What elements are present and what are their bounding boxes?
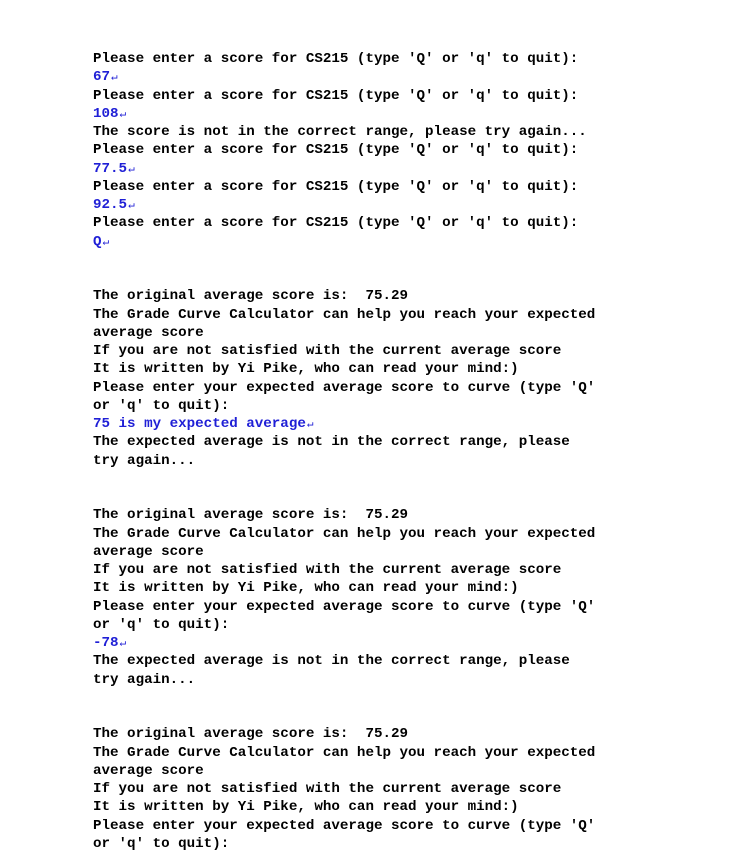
program-output-line: average score xyxy=(93,762,204,779)
program-output-line: Please enter a score for CS215 (type 'Q' or 'q' to quit): xyxy=(93,178,579,195)
return-mark-icon: ↵ xyxy=(119,108,127,121)
user-input-text: 75 is my expected average xyxy=(93,416,306,432)
program-output-line: or 'q' to quit): xyxy=(93,616,230,633)
console-transcript xyxy=(93,50,713,853)
blank-line xyxy=(93,689,713,707)
program-output-line: Please enter a score for CS215 (type 'Q' or 'q' to quit): xyxy=(93,51,579,67)
return-mark-icon: ↵ xyxy=(102,236,110,249)
program-output-line: Please enter a score for CS215 (type 'Q' or 'q' to quit): xyxy=(93,87,579,104)
user-input-text: -78 xyxy=(93,635,119,651)
blank-line xyxy=(93,470,713,488)
program-output-line: It is written by Yi Pike, who can read your mind:) xyxy=(93,580,519,597)
program-output-line: or 'q' to quit): xyxy=(93,397,230,414)
user-input-text: 67 xyxy=(93,69,111,86)
program-output-line: or 'q' to quit): xyxy=(93,835,230,852)
user-input-line xyxy=(93,68,713,86)
program-output-line: The expected average is not in the correct range, please xyxy=(93,653,570,670)
user-input-line xyxy=(93,634,713,652)
program-output-line: It is written by Yi Pike, who can read your mind:) xyxy=(93,361,519,378)
blank-line xyxy=(93,269,713,287)
program-output-line: Please enter a score for CS215 (type 'Q' or 'q' to quit): xyxy=(93,215,579,232)
return-mark-icon: ↵ xyxy=(306,419,314,431)
return-mark-icon: ↵ xyxy=(119,638,127,650)
program-output-line: The expected average is not in the correct range, please xyxy=(93,434,570,451)
program-output-line: If you are not satisfied with the current average score xyxy=(93,343,562,359)
program-output-line: Please enter a score for CS215 (type 'Q' or 'q' to quit): xyxy=(93,142,579,159)
program-output-line: The original average score is: 75.29 xyxy=(93,507,409,524)
program-output-line: average score xyxy=(93,543,204,560)
user-input-text: Q xyxy=(93,233,102,250)
blank-line xyxy=(93,488,713,506)
program-output-line: Please enter your expected average score to curve (type 'Q' xyxy=(93,379,596,396)
user-input-text: 77.5 xyxy=(93,160,128,177)
program-output-line: The original average score is: 75.29 xyxy=(93,288,409,305)
user-input-text: 92.5 xyxy=(93,197,128,213)
return-mark-icon: ↵ xyxy=(128,163,135,176)
blank-line xyxy=(93,707,713,725)
user-input-line xyxy=(93,105,713,123)
program-output-line: It is written by Yi Pike, who can read your mind:) xyxy=(93,799,519,816)
return-mark-icon: ↵ xyxy=(111,72,118,85)
program-output-line: The Grade Curve Calculator can help you reach your expected xyxy=(93,525,596,542)
program-output-line: The Grade Curve Calculator can help you reach your expected xyxy=(93,306,596,323)
program-output-line: The Grade Curve Calculator can help you reach your expected xyxy=(93,744,596,761)
return-mark-icon: ↵ xyxy=(128,200,135,212)
program-output-line: The score is not in the correct range, please try again... xyxy=(93,124,587,140)
user-input-line xyxy=(93,160,713,178)
blank-line xyxy=(93,251,713,269)
program-output-line: average score xyxy=(93,324,204,341)
user-input-text: 108 xyxy=(93,105,119,122)
user-input-line xyxy=(93,415,713,433)
program-output-line: If you are not satisfied with the current average score xyxy=(93,781,562,797)
program-output-line: try again... xyxy=(93,671,196,688)
program-output-line: If you are not satisfied with the current average score xyxy=(93,562,562,578)
program-output-line: Please enter your expected average score to curve (type 'Q' xyxy=(93,598,596,615)
program-output-line: Please enter your expected average score to curve (type 'Q' xyxy=(93,817,596,834)
user-input-line xyxy=(93,196,713,214)
user-input-line xyxy=(93,233,713,251)
program-output-line: try again... xyxy=(93,452,196,469)
program-output-line: The original average score is: 75.29 xyxy=(93,726,409,743)
